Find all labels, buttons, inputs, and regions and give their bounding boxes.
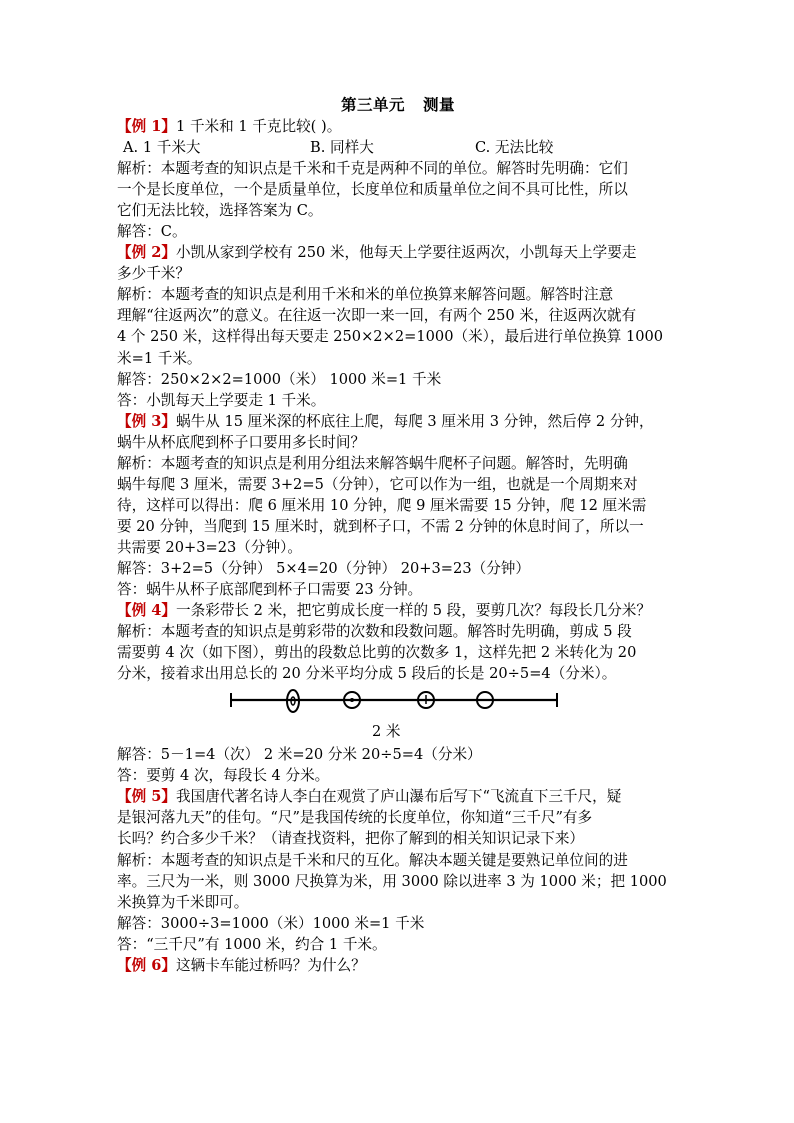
analysis-line: 率。三尺为一米，则 3000 尺换算为米，用 3000 除以进率 3 为 1000 米；把 1000 <box>117 872 667 890</box>
analysis-line: 解析：本题考查的知识点是千米和尺的互化。解决本题关键是要熟记单位间的进 <box>117 851 628 869</box>
answer-line: 解答：3000÷3=1000（米）1000 米=1 千米 <box>117 914 425 932</box>
example-2-question <box>117 242 679 263</box>
example-6-tag: 【例 6】 <box>117 956 177 974</box>
question-text: 小凯从家到学校有 250 米，他每天上学要往返两次，小凯每天上学要走 <box>176 244 637 262</box>
example-2-tag: 【例 2】 <box>117 244 177 262</box>
ribbon-length-label: 2 米 <box>372 723 401 741</box>
analysis-line: 分米，接着求出用总长的 20 分米平均分成 5 段后的长是 20÷5=4（分米）。 <box>117 665 617 683</box>
analysis-line: 解析：本题考查的知识点是利用千米和米的单位换算来解答问题。解答时注意 <box>117 286 614 304</box>
example-5-tag: 【例 5】 <box>117 788 177 806</box>
example-5-question <box>117 786 679 807</box>
example-6-question <box>117 955 679 976</box>
option-b: B. 同样大 <box>310 139 374 157</box>
ribbon-figure <box>227 684 567 720</box>
example-1-text: 1 千米和 1 千克比较( )。 <box>176 118 342 135</box>
question-line: 多少千米？ <box>117 265 190 283</box>
question-line: 是银河落九天”的佳句。“尺”是我国传统的长度单位，你知道“三千尺”有多 <box>117 809 593 827</box>
result-line: 答：蜗牛从杯子底部爬到杯子口需要 23 分钟。 <box>117 581 423 599</box>
analysis-line: 共需要 20+3=23（分钟）。 <box>117 538 302 556</box>
analysis-line: 解析：本题考查的知识点是千米和千克是两种不同的单位。解答时先明确：它们 <box>117 160 628 178</box>
analysis-line: 解析：本题考查的知识点是利用分组法来解答蜗牛爬杯子问题。解答时，先明确 <box>117 454 628 472</box>
ribbon-diagram <box>117 684 679 744</box>
analysis-line: 米换算为千米即可。 <box>117 893 249 911</box>
question-text: 这辆卡车能过桥吗？为什么？ <box>176 956 366 974</box>
example-3-tag: 【例 3】 <box>117 412 177 430</box>
answer-line: 解答：250×2×2=1000（米） 1000 米=1 千米 <box>117 370 442 388</box>
topic-title: 测量 <box>422 95 455 114</box>
result-line: 答：“三千尺”有 1000 米，约合 1 千米。 <box>117 935 387 953</box>
answer-line: 解答：C。 <box>117 223 187 241</box>
analysis-line: 需要剪 4 次（如下图），剪出的段数总比剪的次数多 1，这样先把 2 米转化为 20 <box>117 644 637 662</box>
answer-line: 解答：3+2=5（分钟） 5×4=20（分钟） 20+3=23（分钟） <box>117 559 530 577</box>
question-line: 蜗牛从杯底爬到杯子口要用多长时间？ <box>117 433 366 451</box>
option-c: C. 无法比较 <box>475 139 554 157</box>
analysis-line: 待，这样可以得出：爬 6 厘米用 10 分钟，爬 9 厘米需要 15 分钟，爬 12 厘米需 <box>117 496 647 514</box>
example-1-tag: 【例 1】 <box>117 118 177 135</box>
example-3-question <box>117 411 679 432</box>
result-line: 答：要剪 4 次，每段长 4 分米。 <box>117 767 330 785</box>
analysis-line: 4 个 250 米，这样得出每天要走 250×2×2=1000（米），最后进行单位换算 1000 <box>117 328 664 346</box>
unit-title: 第三单元 <box>341 95 406 114</box>
analysis-line: 一个是长度单位，一个是质量单位，长度单位和质量单位之间不具可比性，所以 <box>117 181 628 199</box>
example-4-tag: 【例 4】 <box>117 602 177 620</box>
result-line: 答：小凯每天上学要走 1 千米。 <box>117 391 326 409</box>
question-text: 我国唐代著名诗人李白在观赏了庐山瀑布后写下“飞流直下三千尺，疑 <box>176 788 622 806</box>
analysis-line: 要 20 分钟，当爬到 15 厘米时，就到杯子口，不需 2 分钟的休息时间了，所以一 <box>117 517 644 535</box>
analysis-line: 它们无法比较，选择答案为 C。 <box>117 202 323 220</box>
page-title <box>117 94 679 116</box>
analysis-line: 解析：本题考查的知识点是剪彩带的次数和段数问题。解答时先明确，剪成 5 段 <box>117 623 632 641</box>
answer-line: 解答：5－1=4（次） 2 米=20 分米 20÷5=4（分米） <box>117 746 482 764</box>
question-text: 蜗牛从 15 厘米深的杯底往上爬，每爬 3 厘米用 3 分钟，然后停 2 分钟， <box>176 412 654 430</box>
document-page <box>117 94 679 976</box>
analysis-line: 理解“往返两次”的意义。在往返一次即一来一回，有两个 250 米，往返两次就有 <box>117 307 637 325</box>
example-4-question <box>117 600 679 621</box>
example-1-question <box>117 116 679 137</box>
question-line: 长吗？约合多少千米？（请查找资料，把你了解到的相关知识记录下来） <box>117 830 585 848</box>
analysis-line: 米=1 千米。 <box>117 349 202 367</box>
analysis-line: 蜗牛每爬 3 厘米，需要 3+2=5（分钟），它可以作为一组，也就是一个周期来对 <box>117 475 638 493</box>
option-a: A. 1 千米大 <box>123 139 201 157</box>
example-1-options <box>117 137 679 158</box>
question-text: 一条彩带长 2 米，把它剪成长度一样的 5 段，要剪几次？每段长几分米？ <box>176 602 651 620</box>
